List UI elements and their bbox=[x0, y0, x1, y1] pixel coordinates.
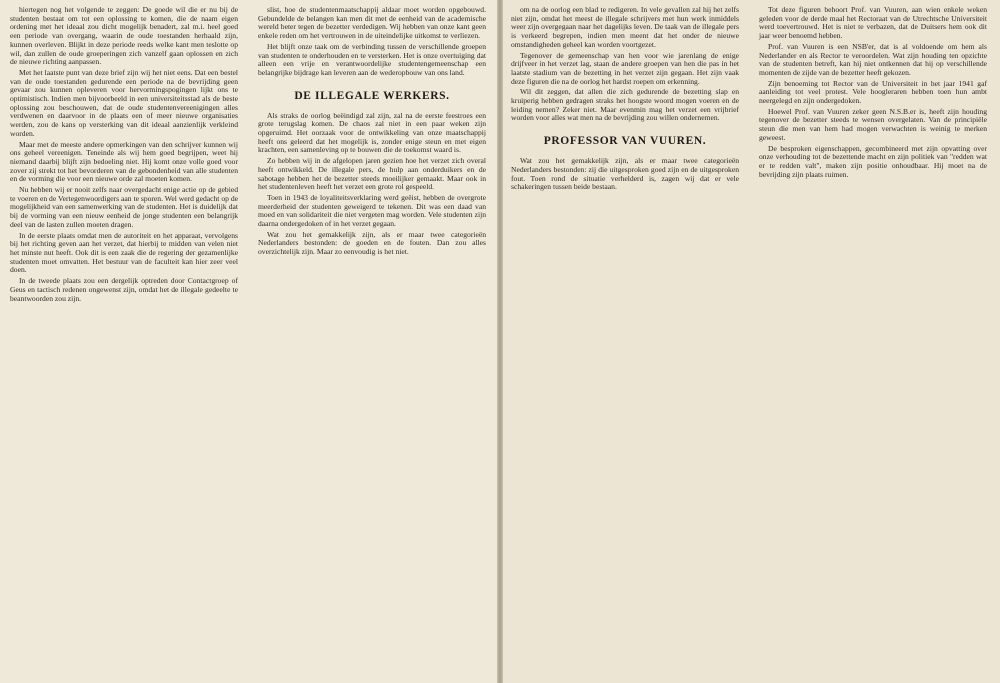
paragraph: Het blijft onze taak om de verbinding tussen de verschillende groepen van studenten te onderhouden en te versterken. Het is onze overtuiging dat alleen een vrije en verantwoordelijke studentengemeenschap een belangrijke bijdrage kan leveren aan de wederopbouw van ons land. bbox=[258, 41, 486, 77]
paragraph: Hoewel Prof. van Vuuren zeker geen N.S.B.er is, heeft zijn houding tegenover de bezetter steeds te wensen overgelaten. Van de principiële steun die men van hem had mogen verwachten is weinig te merken geweest. bbox=[759, 106, 987, 142]
paragraph: Nu hebben wij er nooit zelfs naar overgedacht enige actie op de gebied te voeren en de Vertegenwoordigers aan te sporen. Wel werd gedacht op de mogelijkheid van een samenwerking van de studenten. Het is duidelijk dat bij de vorming van een nieuw eenheid de jonge studenten een belangrijk deel van de lasten zullen moeten dragen. bbox=[10, 185, 238, 229]
paragraph: Tegenover de gemeenschap van hen voor wie jarenlang de enige drijfveer in het verzet lag, staan de andere groepen van hen die pas in het laatste stadium van de bezetting in het verzet zijn gegaan. Het zijn vaak deze figuren die na de oorlog het hardst roepen om erkenning. bbox=[511, 50, 739, 86]
paragraph: hiertegen nog het volgende te zeggen: De goede wil die er nu bij de studenten bestaat om tot een oplossing te komen, die de naam eigen ordening met het ideaal zou dicht mogelijk benadert, zal m.i. heel goed een periode van overgang, waarin de oude toestanden herhaald zijn, kunnen overleven. Blijkt in deze periode reeds welke kant men teslotte op wil, dan zullen de oude groeperingen zich vanzelf gaan oplossen en zich de nieuwe richting aanpassen. bbox=[10, 5, 238, 67]
paragraph: om na de oorlog een blad te redigeren. In vele gevallen zal hij het zelfs niet zijn, omdat het meest de illegale schrijvers met hun werk inmiddels weer zijn overgegaan naar het dagelijks leven. De taak van de illegale pers is verkeerd begrepen, indien men meent dat het onder de nieuwe omstandigheden geheel kan worden voortgezet. bbox=[511, 5, 739, 49]
left-page-column-2 bbox=[258, 6, 486, 259]
paragraph: Wil dit zeggen, dat allen die zich gedurende de bezetting slap en kruiperig hebben gedragen straks het hoogste woord mogen voeren en de leiding nemen? Zeker niet. Maar evenmin mag het verzet een vrijbrief worden voor alles wat men na de bevrijding zou willen ondernemen. bbox=[511, 87, 739, 123]
paragraph: Met het laatste punt van deze brief zijn wij het niet eens. Dat een bestel van de oude toestanden gedurende een periode na de bevrijding geen gevaar zou kunnen opleveren voor hervormingspogingen lijkt ons te optimistisch. Indien men bijvoorbeeld in een universiteitsstad als de beste oplossing zou beschouwen, dat de oude studentenvereenigingen alles verdwenen en daarvoor in de plaats een of meer nieuwe organisaties werden, zou de kans op versterking van dit ideaal aanzienlijk verkleind worden. bbox=[10, 67, 238, 138]
section-heading-illegale-werkers: DE ILLEGALE WERKERS. bbox=[294, 89, 450, 102]
paragraph: Zo hebben wij in de afgelopen jaren gezien hoe het verzet zich overal heeft ontwikkeld. De illegale pers, de hulp aan onderduikers en de sabotage hebben het de bezetter steeds moeilijker gemaakt. Maar ook in het studentenleven heeft het verzet een grote rol gespeeld. bbox=[258, 156, 486, 192]
paragraph: Tot deze figuren behoort Prof. van Vuuren, aan wien enkele weken geleden voor de derde maal het Rectoraat van de Utrechtsche Universiteit werd toevertrouwd. Het is niet te verbazen, dat de Duitsers hem ook dit jaar weer benoemd hebben. bbox=[759, 5, 987, 41]
section-heading-professor-van-vuuren: PROFESSOR VAN VUUREN. bbox=[543, 135, 707, 148]
paragraph: Wat zou het gemakkelijk zijn, als er maar twee categorieën Nederlanders bestonden: de goeden en de fouten. Dan zou alles overzichtelijk zijn. Maar zo eenvoudig is het niet. bbox=[258, 229, 486, 257]
paragraph: Prof. van Vuuren is een NSB'er, dat is al voldoende om hem als Nederlander en als Rector te veroordelen. Wat zijn houding ten opzichte van de studenten betreft, kan hij niet ontkennen dat hij op verschillende momenten de zijde van de bezetter heeft gekozen. bbox=[759, 41, 987, 77]
paragraph: De besproken eigenschappen, gecombineerd met zijn opvatting over onze verhouding tot de bezettende macht en zijn politiek van "redden wat er te redden valt", maken zijn positie onhoudbaar. Hij moet na de bevrijding zijn plaats ruimen. bbox=[759, 143, 987, 179]
paragraph: slist, hoe de studentenmaatschappij aldaar moet worden opgebouwd. Gebundelde de belangen kan men dit met de eenheid van de academische wereld beter tegen de bezetter verdedigen. Wij hebben van onze kant geen enkele reden om het vertrouwen in de uiteindelijke uitkomst te verliezen. bbox=[258, 5, 486, 41]
right-page-column-2 bbox=[759, 6, 987, 181]
paragraph: Zijn benoeming tot Rector van de Universiteit in het jaar 1941 gaf aanleiding tot veel protest. Vele hoogleraren hebben toen hun ambt neergelegd en zijn ondergedoken. bbox=[759, 78, 987, 106]
left-page bbox=[0, 0, 497, 683]
paragraph: In de eerste plaats omdat men de autoriteit en het apparaat, vervolgens bij het richting geven aan het verzet, dat hierbij te midden van velen niet het minste nut heeft. Ook dit is een zaak die de regering der gezamenlijke studenten moet omvatten. Het bestuur van de faculteit kan hier zeer veel doen. bbox=[10, 230, 238, 275]
paragraph: In de tweede plaats zou een dergelijk optreden door Contactgroep of Geus en tactisch redenen ongewenst zijn, omdat het de illegale gedeelte te beantwoorden zou zijn. bbox=[10, 276, 238, 303]
right-page bbox=[503, 0, 1000, 683]
paragraph: Maar met de meeste andere opmerkingen van den schrijver kunnen wij ons geheel vereenigen. Teneinde als wij hem goed begrijpen, weet hij niemand daarbij blijft zijn bedoeling niet. Hij komt onze volle goed voor zover zij strekt tot het bevorderen van de gebondenheid van alle studenten en de vorming die voor een nieuwe orde zal moeten komen. bbox=[10, 139, 238, 184]
paragraph: Toen in 1943 de loyaliteitsverklaring werd geëist, hebben de overgrote meerderheid der studenten geweigerd te tekenen. Dit was een daad van moed en van solidariteit die niet vergeten mag worden. Vele studenten zijn daarna ondergedoken of in het verzet gegaan. bbox=[258, 192, 486, 229]
paragraph: Als straks de oorlog beëindigd zal zijn, zal na de eerste feestroes een grote terugslag komen. De chaos zal niet in een paar weken zijn opgeruimd. Het oorzaak voor de ontwikkeling van onze maatschappij heeft ons geleerd dat het mogelijk is, zonder enige steun en met eigen krachten, een samenleving op te bouwen die de toekomst waard is. bbox=[258, 110, 486, 155]
left-page-column-1 bbox=[10, 6, 238, 305]
paragraph: Wat zou het gemakkelijk zijn, als er maar twee categorieën Nederlanders bestonden: zij die uitgesproken goed zijn en de uitgesproken fout. Toen rond de situatie verhelderd is, zagen wij dat er vele schakeringen tussen beide bestaan. bbox=[511, 156, 739, 192]
right-page-column-1 bbox=[511, 6, 739, 194]
